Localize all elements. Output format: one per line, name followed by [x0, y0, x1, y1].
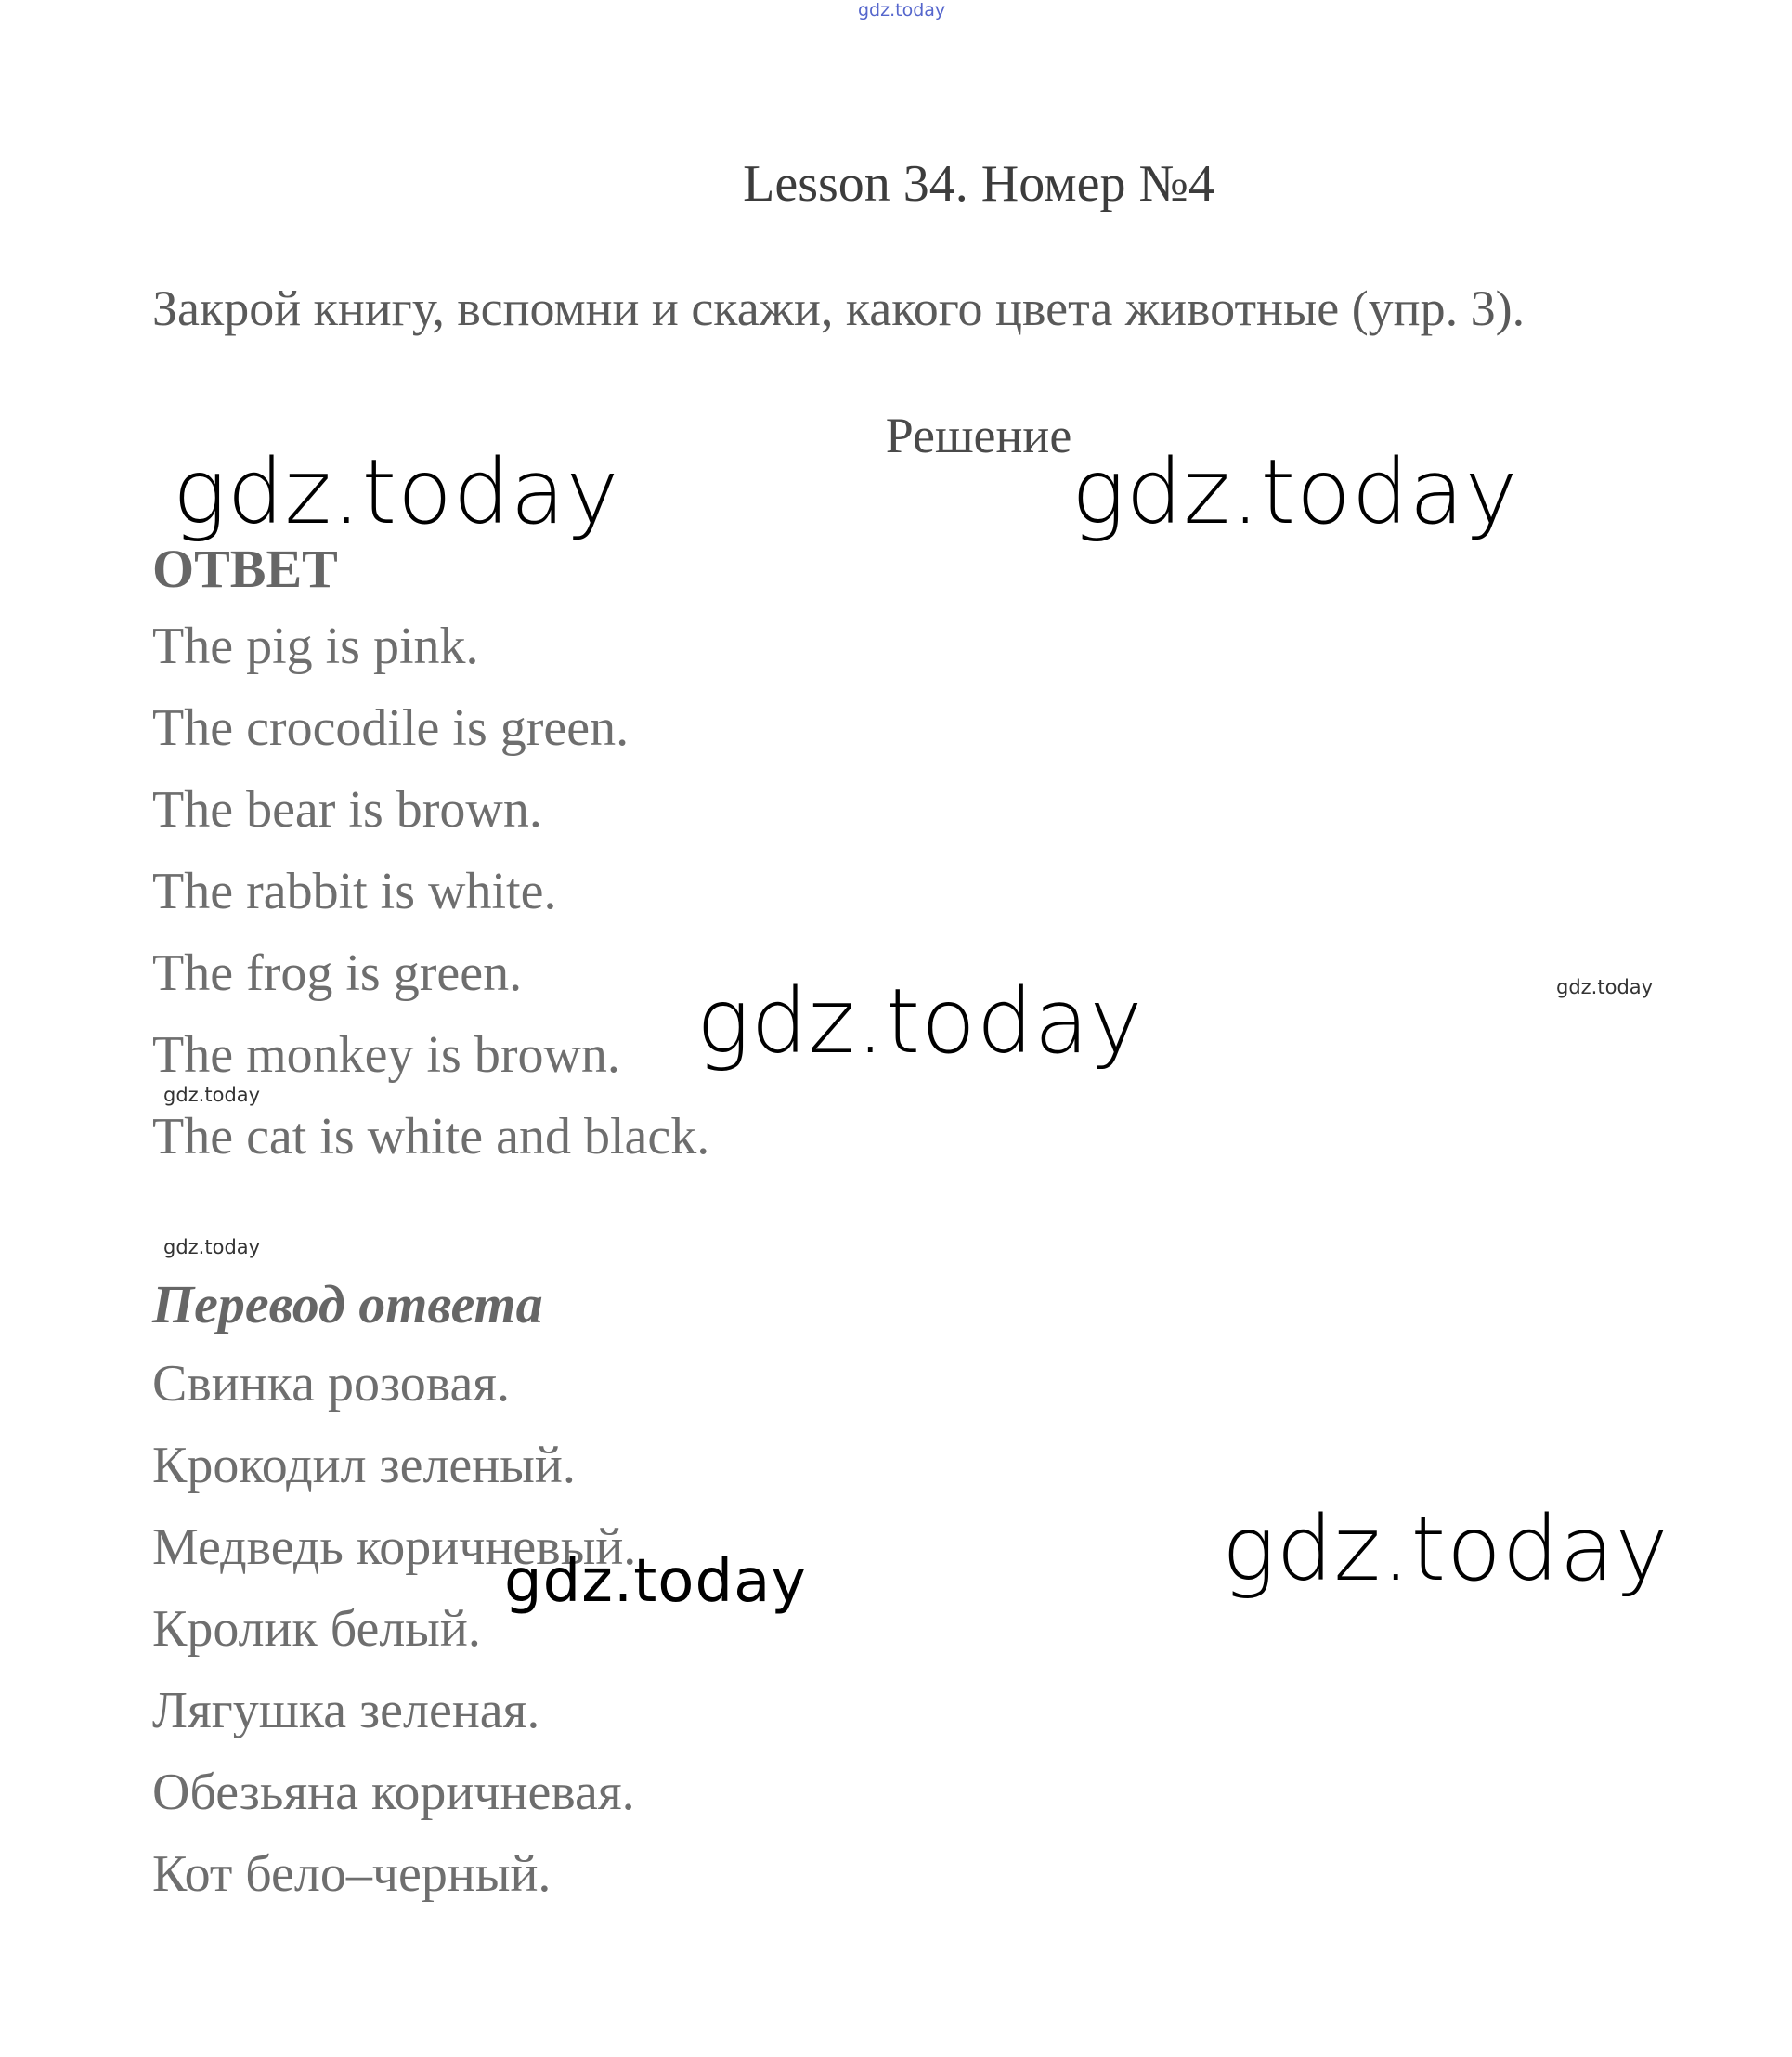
translation-line: Крокодил зеленый. [152, 1437, 576, 1494]
solution-label: Решение [885, 408, 1072, 463]
watermark-top: gdz.today [858, 0, 946, 20]
translation-line: Обезьяна коричневая. [152, 1764, 635, 1821]
answer-line: The bear is brown. [152, 781, 542, 839]
answer-line: The pig is pink. [152, 618, 479, 675]
translation-list [152, 1343, 636, 1915]
answer-line: The frog is green. [152, 944, 523, 1002]
watermark-left-small: gdz.today [163, 1236, 261, 1258]
page-title: Lesson 34. Номер №4 [743, 155, 1214, 213]
watermark-left-small: gdz.today [163, 1084, 261, 1106]
task-text: Закрой книгу, вспомни и скажи, какого цвета животные (упр. 3). [152, 280, 1526, 336]
watermark-lower-right-big: gdz.today [1222, 1497, 1669, 1601]
watermark-left-big: gdz.today [173, 440, 620, 544]
answer-line: The rabbit is white. [152, 863, 557, 920]
watermark-right-small: gdz.today [1556, 976, 1654, 998]
answer-line: The crocodile is green. [152, 699, 630, 757]
translation-heading: Перевод ответа [152, 1274, 543, 1334]
translation-line: Медведь коричневый. [152, 1518, 637, 1576]
answer-line: The monkey is brown. [152, 1026, 620, 1084]
translation-line: Кролик белый. [152, 1600, 481, 1658]
translation-line: Кот бело–черный. [152, 1845, 552, 1903]
answer-heading: ОТВЕТ [152, 539, 338, 599]
watermark-right-big: gdz.today [1071, 440, 1519, 544]
translation-line: Свинка розовая. [152, 1355, 511, 1413]
watermark-lower-mid: gdz.today [504, 1547, 808, 1616]
translation-line: Лягушка зеленая. [152, 1682, 540, 1739]
watermark-center-big: gdz.today [696, 970, 1144, 1074]
answer-line: The cat is white and black. [152, 1108, 710, 1165]
